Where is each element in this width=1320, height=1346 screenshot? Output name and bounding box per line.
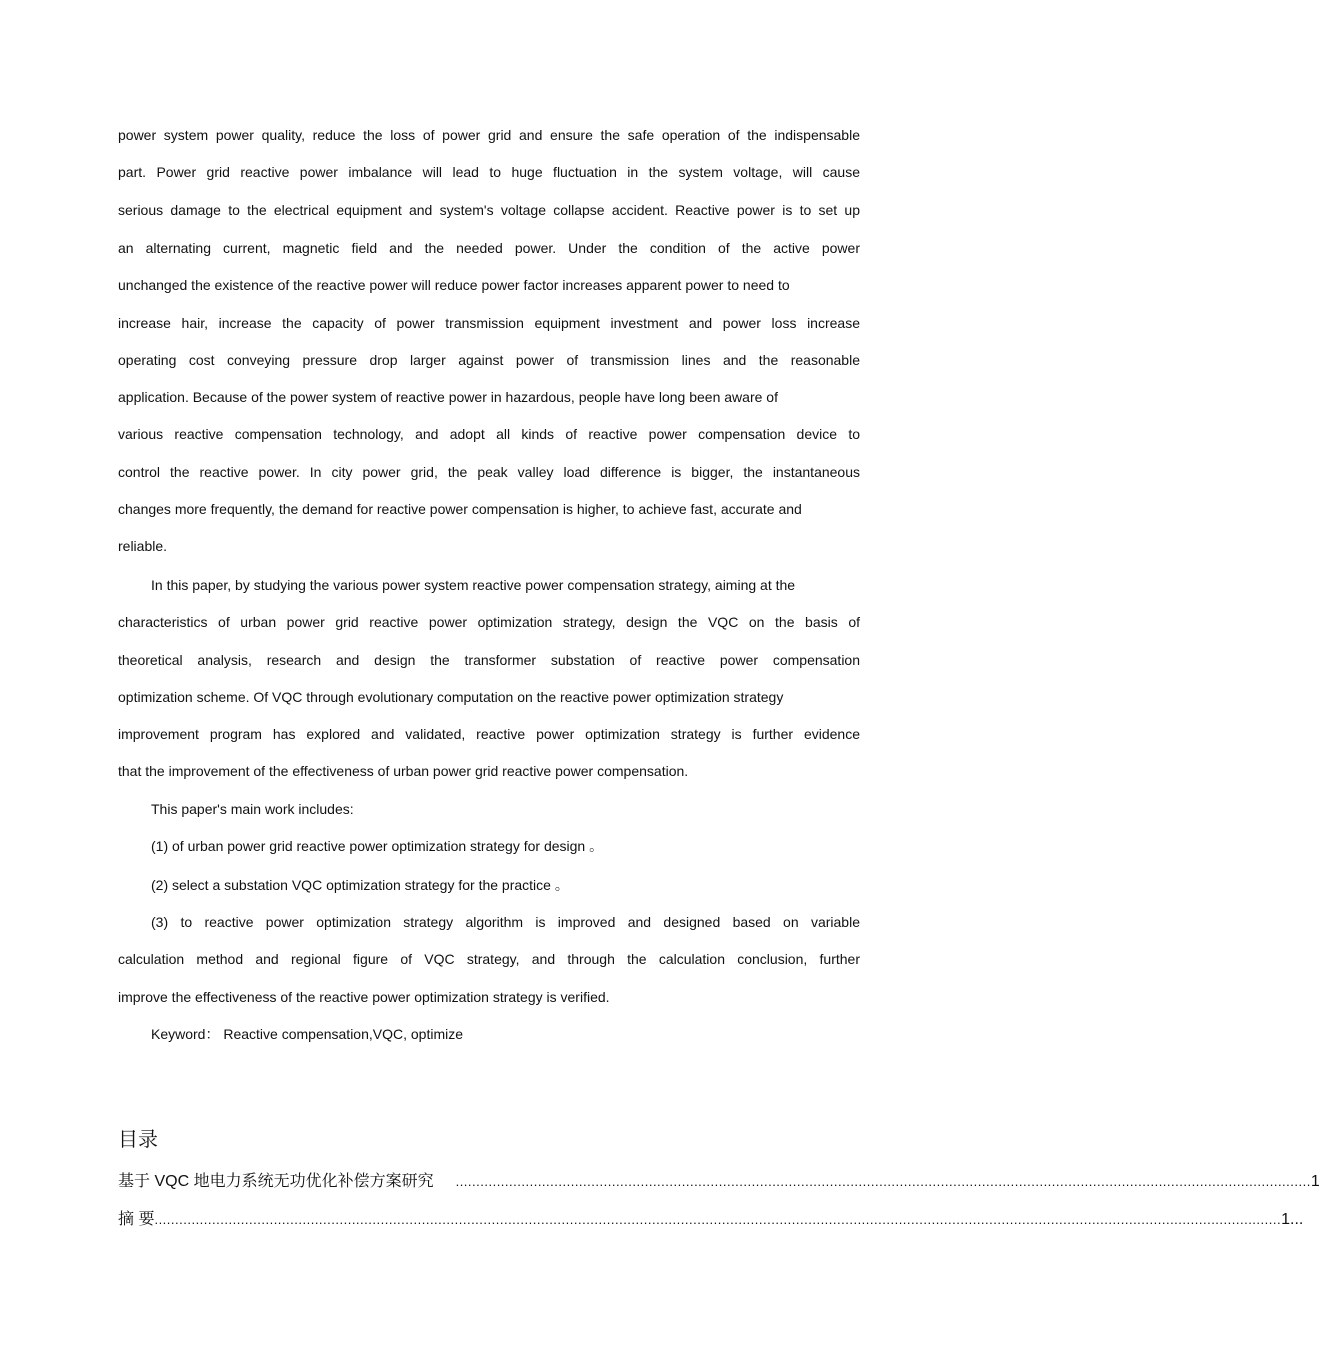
abstract-line: power system power quality, reduce the loss of power grid and ensure the safe operation of the indispensable (118, 127, 860, 143)
abstract-line: changes more frequently, the demand for reactive power compensation is higher, to achieve fast, accurate and (118, 501, 802, 517)
abstract-line: increase hair, increase the capacity of power transmission equipment investment and power loss increase (118, 315, 860, 331)
abstract-line: improve the effectiveness of the reactive power optimization strategy is verified. (118, 989, 610, 1005)
abstract-line: various reactive compensation technology, and adopt all kinds of reactive power compensation device to (118, 426, 860, 442)
toc-entry[interactable] (118, 1209, 1304, 1231)
keywords: Keyword： Reactive compensation,VQC, optimize (151, 1026, 464, 1042)
toc-entry-label: 摘 要 (118, 1211, 155, 1228)
toc-entry-page: 1... (1281, 1211, 1304, 1228)
abstract-line: operating cost conveying pressure drop larger against power of transmission lines and the reasonable (118, 352, 860, 368)
toc-entry-page: 1 (1310, 1173, 1320, 1190)
work-item-1: (1) of urban power grid reactive power optimization strategy for design 。 (151, 838, 604, 854)
abstract-line: characteristics of urban power grid reactive power optimization strategy, design the VQC on the basis of (118, 614, 860, 630)
work-item-2: (2) select a substation VQC optimization strategy for the practice 。 (151, 877, 569, 893)
abstract-line: unchanged the existence of the reactive power will reduce power factor increases apparent power to need to (118, 277, 790, 293)
toc-leader-dots: ................................................................................................................................................................................................................ (455, 1174, 1311, 1189)
toc-title: 目录 (118, 1129, 158, 1151)
abstract-line: serious damage to the electrical equipment and system's voltage collapse accident. Reactive power is to set up (118, 202, 860, 218)
work-intro: This paper's main work includes: (151, 801, 354, 817)
abstract-line: that the improvement of the effectiveness of urban power grid reactive power compensation. (118, 763, 689, 779)
abstract-line: optimization scheme. Of VQC through evolutionary computation on the reactive power optimization strategy (118, 689, 784, 705)
abstract-line: calculation method and regional figure of VQC strategy, and through the calculation conclusion, further (118, 951, 860, 967)
abstract-line: an alternating current, magnetic field and the needed power. Under the condition of the active power (118, 240, 860, 256)
abstract-line: part. Power grid reactive power imbalance will lead to huge fluctuation in the system voltage, will cause (118, 164, 860, 180)
abstract-line: In this paper, by studying the various power system reactive power compensation strategy, aiming at the (151, 577, 796, 593)
abstract-line: reliable. (118, 538, 168, 554)
abstract-line: theoretical analysis, research and design the transformer substation of reactive power compensation (118, 652, 860, 668)
work-item-3: (3) to reactive power optimization strategy algorithm is improved and designed based on variable (151, 914, 860, 930)
toc-leader-dots: .................................................................................................................................................................................................................................................................................. (154, 1212, 1282, 1227)
toc-entry-label: 基于 VQC 地电力系统无功优化补偿方案研究 (118, 1173, 434, 1190)
abstract-line: improvement program has explored and validated, reactive power optimization strategy is further evidence (118, 726, 860, 742)
abstract-line: application. Because of the power system of reactive power in hazardous, people have long been aware of (118, 389, 778, 405)
toc-entry[interactable] (118, 1171, 1320, 1193)
abstract-line: control the reactive power. In city power grid, the peak valley load difference is bigger, the instantaneous (118, 464, 860, 480)
